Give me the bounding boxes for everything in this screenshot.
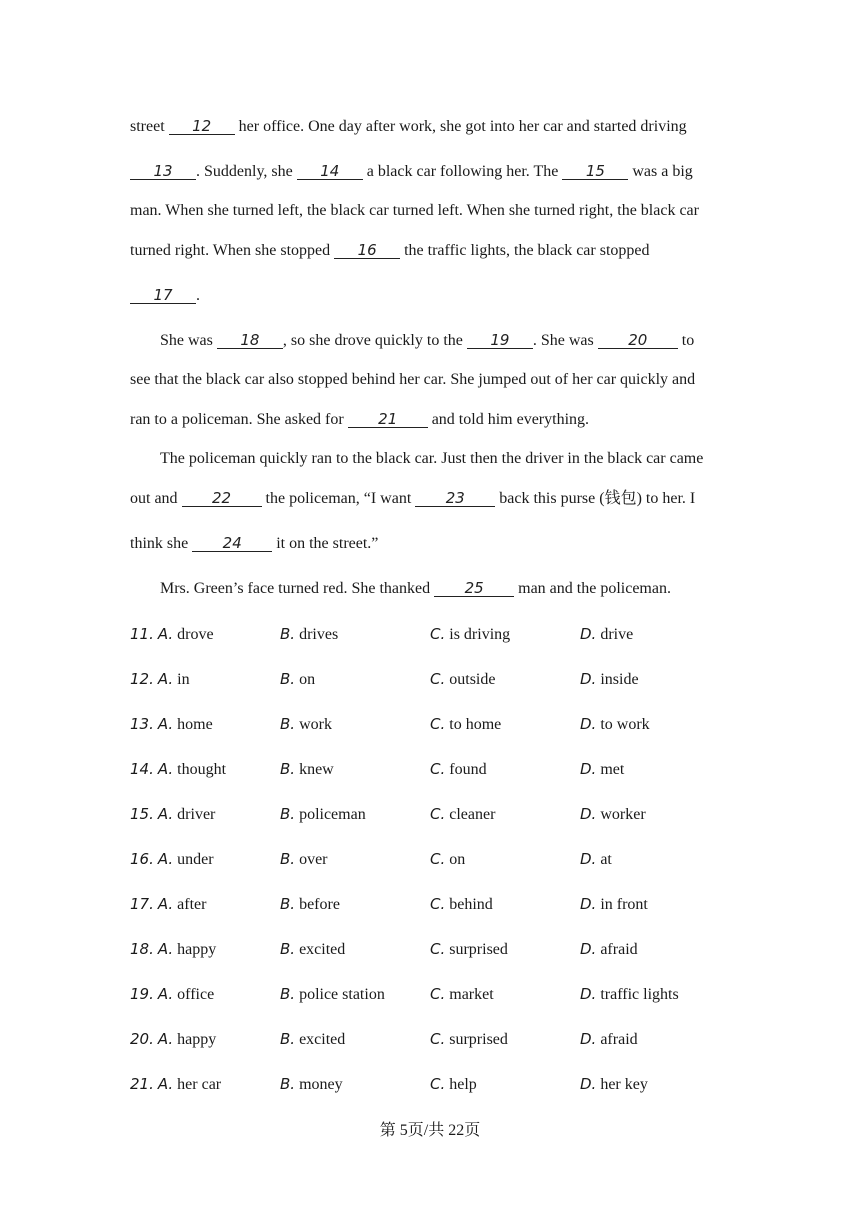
answer-blank: 23 — [415, 490, 495, 507]
option-b — [280, 669, 315, 690]
question-row — [130, 714, 750, 734]
option-text: afraid — [600, 941, 638, 958]
option-letter: B. — [280, 625, 296, 643]
passage-line — [160, 331, 694, 351]
option-b — [280, 939, 345, 960]
passage-line — [130, 489, 695, 509]
option-b — [280, 759, 334, 780]
question-number: 21. — [130, 1075, 154, 1093]
option-letter: B. — [280, 895, 296, 913]
option-text: drive — [600, 626, 634, 643]
option-c — [430, 759, 487, 780]
option-letter: C. — [430, 715, 446, 733]
option-letter: D. — [580, 760, 597, 778]
passage-line — [160, 579, 671, 599]
question-number: 16. — [130, 850, 154, 868]
option-b — [280, 714, 332, 735]
answer-blank: 20 — [598, 332, 678, 349]
option-letter: A. — [157, 715, 174, 733]
option-text: under — [177, 851, 214, 868]
option-text: at — [600, 851, 612, 868]
passage-text: a black car following her. The — [362, 163, 563, 180]
answer-blank: 15 — [562, 163, 628, 180]
option-letter: A. — [157, 1075, 174, 1093]
option-letter: C. — [430, 1030, 446, 1048]
passage-text: her office. One day after work, she got into her car and started driving — [234, 118, 687, 135]
answer-blank: 24 — [192, 535, 272, 552]
answer-blank: 22 — [182, 490, 262, 507]
option-b — [280, 849, 328, 870]
option-letter: D. — [580, 1075, 597, 1093]
option-c — [430, 1074, 477, 1095]
passage-text: street — [130, 118, 169, 135]
option-text: excited — [299, 941, 346, 958]
option-a — [130, 939, 216, 960]
option-d — [580, 714, 650, 735]
option-letter: C. — [430, 985, 446, 1003]
option-a — [130, 804, 215, 825]
option-a — [130, 1029, 216, 1050]
option-d — [580, 984, 679, 1005]
option-text: before — [299, 896, 340, 913]
option-text: excited — [299, 1031, 346, 1048]
answer-blank: 13 — [130, 163, 196, 180]
option-a — [130, 894, 206, 915]
question-number: 17. — [130, 895, 154, 913]
option-letter: A. — [157, 670, 174, 688]
question-number: 14. — [130, 760, 154, 778]
option-d — [580, 1029, 638, 1050]
option-text: home — [177, 716, 213, 733]
answer-blank: 16 — [334, 242, 400, 259]
option-letter: B. — [280, 670, 296, 688]
passage-text: to — [677, 332, 695, 349]
passage-line — [130, 162, 693, 182]
option-text: on — [299, 671, 316, 688]
option-a — [130, 849, 214, 870]
answer-blank: 25 — [434, 580, 514, 597]
option-text: to work — [600, 716, 650, 733]
question-row — [130, 1074, 750, 1094]
question-row — [130, 804, 750, 824]
option-letter: D. — [580, 715, 597, 733]
option-letter: C. — [430, 760, 446, 778]
option-b — [280, 1074, 343, 1095]
option-letter: A. — [157, 895, 174, 913]
option-text: driver — [177, 806, 216, 823]
question-row — [130, 1029, 750, 1049]
option-letter: D. — [580, 940, 597, 958]
option-text: happy — [177, 1031, 217, 1048]
passage-text: ran to a policeman. She asked for — [130, 411, 348, 428]
option-text: police station — [299, 986, 385, 1003]
option-letter: B. — [280, 805, 296, 823]
option-text: surprised — [449, 941, 508, 958]
passage-text: the policeman, “I want — [261, 490, 416, 507]
passage-text: think she — [130, 535, 193, 552]
option-letter: C. — [430, 1075, 446, 1093]
option-c — [430, 894, 493, 915]
passage-text: She was — [160, 332, 217, 349]
option-letter: D. — [580, 850, 597, 868]
option-text: after — [177, 896, 207, 913]
option-letter: A. — [157, 1030, 174, 1048]
option-b — [280, 1029, 345, 1050]
option-letter: D. — [580, 985, 597, 1003]
option-text: office — [177, 986, 215, 1003]
question-row — [130, 894, 750, 914]
question-row — [130, 984, 750, 1004]
passage-line — [130, 534, 378, 554]
option-d — [580, 804, 646, 825]
option-text: surprised — [449, 1031, 508, 1048]
question-row — [130, 759, 750, 779]
option-letter: B. — [280, 1030, 296, 1048]
passage-line — [130, 241, 650, 261]
passage-text: Mrs. Green’s face turned red. She thanked — [160, 580, 435, 597]
option-text: cleaner — [449, 806, 496, 823]
answer-blank: 17 — [130, 287, 196, 304]
option-b — [280, 984, 385, 1005]
question-number: 13. — [130, 715, 154, 733]
option-text: afraid — [600, 1031, 638, 1048]
answer-blank: 12 — [169, 118, 235, 135]
question-number: 18. — [130, 940, 154, 958]
passage-line — [130, 117, 687, 137]
question-number: 20. — [130, 1030, 154, 1048]
option-a — [130, 1074, 221, 1095]
option-d — [580, 849, 612, 870]
option-letter: B. — [280, 850, 296, 868]
option-c — [430, 939, 508, 960]
option-text: help — [449, 1076, 477, 1093]
question-row — [130, 624, 750, 644]
option-a — [130, 759, 226, 780]
passage-text: . She was — [532, 332, 598, 349]
answer-blank: 21 — [348, 411, 428, 428]
passage-line — [160, 449, 703, 469]
passage-line — [130, 410, 589, 430]
passage-text: it on the street.” — [272, 535, 379, 552]
passage-text: out and — [130, 490, 182, 507]
question-number: 11. — [130, 625, 154, 643]
option-letter: D. — [580, 625, 597, 643]
passage-line — [130, 286, 200, 306]
option-text: drives — [299, 626, 339, 643]
option-c — [430, 714, 501, 735]
option-letter: B. — [280, 1075, 296, 1093]
option-c — [430, 804, 495, 825]
answer-blank: 14 — [297, 163, 363, 180]
option-text: market — [449, 986, 494, 1003]
option-letter: C. — [430, 805, 446, 823]
option-d — [580, 894, 648, 915]
option-text: her key — [600, 1076, 648, 1093]
option-letter: B. — [280, 985, 296, 1003]
answer-blank: 18 — [217, 332, 283, 349]
passage-text: , so she drove quickly to the — [282, 332, 467, 349]
option-b — [280, 804, 366, 825]
option-c — [430, 669, 495, 690]
option-d — [580, 939, 638, 960]
passage-text: back this purse (钱包) to her. I — [495, 490, 696, 507]
option-letter: A. — [157, 940, 174, 958]
option-letter: B. — [280, 715, 296, 733]
option-letter: A. — [157, 760, 174, 778]
page-footer: 第 5页/共 22页 — [379, 1122, 481, 1139]
option-letter: B. — [280, 940, 296, 958]
option-text: her car — [177, 1076, 222, 1093]
question-row — [130, 669, 750, 689]
option-text: work — [299, 716, 332, 733]
passage-text: was a big — [628, 163, 693, 180]
passage-text: The policeman quickly ran to the black car. Just then the driver in the black car came — [160, 450, 704, 467]
option-letter: C. — [430, 625, 446, 643]
option-a — [130, 714, 213, 735]
option-text: in front — [600, 896, 648, 913]
option-b — [280, 624, 338, 645]
option-letter: A. — [157, 625, 174, 643]
question-row — [130, 849, 750, 869]
passage-text: man and the policeman. — [514, 580, 671, 597]
passage-line — [130, 370, 695, 390]
option-text: on — [449, 851, 466, 868]
option-d — [580, 759, 624, 780]
passage-line — [130, 201, 699, 221]
option-text: found — [449, 761, 487, 778]
option-letter: C. — [430, 850, 446, 868]
option-a — [130, 984, 214, 1005]
option-text: outside — [449, 671, 496, 688]
question-row — [130, 939, 750, 959]
option-letter: C. — [430, 895, 446, 913]
answer-blank: 19 — [467, 332, 533, 349]
option-text: thought — [177, 761, 227, 778]
option-c — [430, 984, 494, 1005]
option-text: knew — [299, 761, 334, 778]
option-text: worker — [600, 806, 646, 823]
option-d — [580, 1074, 648, 1095]
option-letter: C. — [430, 670, 446, 688]
option-text: traffic lights — [600, 986, 679, 1003]
option-a — [130, 669, 190, 690]
option-c — [430, 1029, 508, 1050]
option-text: to home — [449, 716, 502, 733]
option-letter: A. — [157, 805, 174, 823]
passage-text: turned right. When she stopped — [130, 242, 335, 259]
option-letter: D. — [580, 895, 597, 913]
option-letter: D. — [580, 670, 597, 688]
option-text: inside — [600, 671, 639, 688]
option-d — [580, 669, 639, 690]
option-c — [430, 849, 465, 870]
option-letter: B. — [280, 760, 296, 778]
option-text: in — [177, 671, 190, 688]
option-text: met — [600, 761, 625, 778]
option-d — [580, 624, 633, 645]
question-number: 12. — [130, 670, 154, 688]
option-letter: D. — [580, 1030, 597, 1048]
passage-text: . Suddenly, she — [196, 163, 297, 180]
passage-text: see that the black car also stopped behind her car. She jumped out of her car quickly and — [130, 371, 696, 388]
option-letter: A. — [157, 985, 174, 1003]
option-text: money — [299, 1076, 343, 1093]
question-number: 19. — [130, 985, 154, 1003]
option-text: behind — [449, 896, 493, 913]
option-c — [430, 624, 510, 645]
option-text: policeman — [299, 806, 366, 823]
passage-text: and told him everything. — [427, 411, 590, 428]
passage-text: man. When she turned left, the black car turned left. When she turned right, the black car — [130, 202, 699, 219]
option-text: happy — [177, 941, 217, 958]
option-b — [280, 894, 340, 915]
passage-text: . — [196, 287, 200, 304]
option-a — [130, 624, 214, 645]
option-text: drove — [177, 626, 214, 643]
option-letter: C. — [430, 940, 446, 958]
option-letter: A. — [157, 850, 174, 868]
option-letter: D. — [580, 805, 597, 823]
passage-text: the traffic lights, the black car stopped — [400, 242, 650, 259]
option-text: is driving — [449, 626, 511, 643]
question-number: 15. — [130, 805, 154, 823]
option-text: over — [299, 851, 328, 868]
